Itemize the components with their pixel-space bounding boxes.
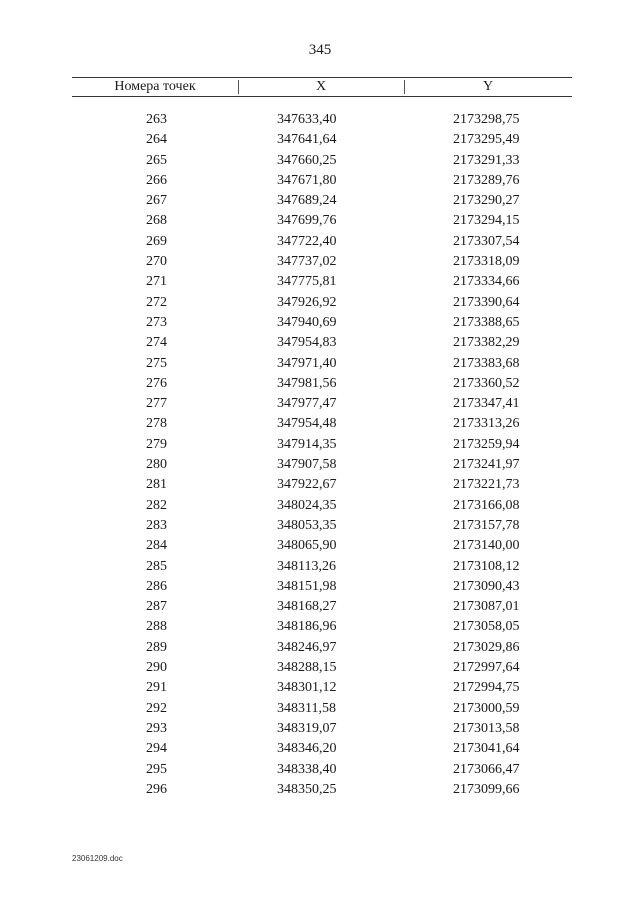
table-row: [0, 557, 640, 577]
table-row: [0, 475, 640, 495]
x-coordinate-cell: 347954,83: [277, 335, 337, 351]
column-header-y: Y: [482, 79, 494, 94]
x-coordinate-cell: 347922,67: [277, 477, 337, 493]
point-number-cell: 292: [146, 700, 167, 716]
footer-filename: 23061209.doc: [72, 854, 123, 863]
table-row: [0, 232, 640, 252]
table-row: [0, 597, 640, 617]
y-coordinate-cell: 2172997,64: [453, 660, 520, 676]
table-row: [0, 252, 640, 272]
y-coordinate-cell: 2173383,68: [453, 355, 520, 371]
table-row: [0, 374, 640, 394]
y-coordinate-cell: 2173347,41: [453, 396, 520, 412]
table-row: [0, 211, 640, 231]
table-row: [0, 699, 640, 719]
x-coordinate-cell: 348311,58: [277, 700, 336, 716]
y-coordinate-cell: 2173360,52: [453, 375, 520, 391]
y-coordinate-cell: 2173066,47: [453, 761, 520, 777]
point-number-cell: 284: [146, 538, 167, 554]
column-header-x: X: [315, 79, 327, 94]
x-coordinate-cell: 348053,35: [277, 517, 337, 533]
point-number-cell: 267: [146, 193, 167, 209]
table-row: [0, 780, 640, 800]
x-coordinate-cell: 348319,07: [277, 720, 337, 736]
y-coordinate-cell: 2173166,08: [453, 497, 520, 513]
y-coordinate-cell: 2173390,64: [453, 294, 520, 310]
column-header-points: Номера точек: [114, 79, 196, 94]
x-coordinate-cell: 347641,64: [277, 132, 337, 148]
point-number-cell: 266: [146, 172, 167, 188]
y-coordinate-cell: 2173058,05: [453, 619, 520, 635]
y-coordinate-cell: 2173295,49: [453, 132, 520, 148]
table-row: [0, 638, 640, 658]
x-coordinate-cell: 347633,40: [277, 112, 337, 127]
y-coordinate-cell: 2173221,73: [453, 477, 520, 493]
x-coordinate-cell: 347954,48: [277, 416, 337, 432]
x-coordinate-cell: 348168,27: [277, 599, 337, 615]
y-coordinate-cell: 2173313,26: [453, 416, 520, 432]
x-coordinate-cell: 348346,20: [277, 741, 337, 757]
x-coordinate-cell: 347926,92: [277, 294, 337, 310]
y-coordinate-cell: 2173099,66: [453, 781, 520, 797]
y-coordinate-cell: 2173382,29: [453, 335, 520, 351]
x-coordinate-cell: 347981,56: [277, 375, 337, 391]
table-row: [0, 496, 640, 516]
table-row: [0, 516, 640, 536]
x-coordinate-cell: 347775,81: [277, 274, 337, 290]
x-coordinate-cell: 348151,98: [277, 578, 337, 594]
y-coordinate-cell: 2173334,66: [453, 274, 520, 290]
table-row: [0, 414, 640, 434]
table-row: [0, 658, 640, 678]
table-row: [0, 151, 640, 171]
table-row: [0, 191, 640, 211]
table-row: [0, 435, 640, 455]
x-coordinate-cell: 347689,24: [277, 193, 337, 209]
x-coordinate-cell: 348186,96: [277, 619, 337, 635]
y-coordinate-cell: 2173041,64: [453, 741, 520, 757]
point-number-cell: 270: [146, 254, 167, 270]
table-row: [0, 293, 640, 313]
x-coordinate-cell: 347737,02: [277, 254, 337, 270]
table-row: [0, 678, 640, 698]
table-row: [0, 110, 640, 130]
x-coordinate-cell: 347671,80: [277, 172, 337, 188]
point-number-cell: 294: [146, 741, 167, 757]
y-coordinate-cell: 2173087,01: [453, 599, 520, 615]
point-number-cell: 277: [146, 396, 167, 412]
point-number-cell: 296: [146, 781, 167, 797]
y-coordinate-cell: 2173259,94: [453, 436, 520, 452]
x-coordinate-cell: 347660,25: [277, 152, 337, 168]
x-coordinate-cell: 348246,97: [277, 639, 337, 655]
x-coordinate-cell: 348301,12: [277, 680, 337, 696]
point-number-cell: 265: [146, 152, 167, 168]
y-coordinate-cell: 2173290,27: [453, 193, 520, 209]
table-row: [0, 130, 640, 150]
y-coordinate-cell: 2173241,97: [453, 457, 520, 473]
point-number-cell: 288: [146, 619, 167, 635]
table-row: [0, 394, 640, 414]
point-number-cell: 263: [146, 112, 167, 127]
point-number-cell: 287: [146, 599, 167, 615]
table-row: [0, 333, 640, 353]
point-number-cell: 276: [146, 375, 167, 391]
point-number-cell: 293: [146, 720, 167, 736]
point-number-cell: 282: [146, 497, 167, 513]
point-number-cell: 289: [146, 639, 167, 655]
y-coordinate-cell: 2173289,76: [453, 172, 520, 188]
point-number-cell: 279: [146, 436, 167, 452]
point-number-cell: 285: [146, 558, 167, 574]
x-coordinate-cell: 347977,47: [277, 396, 337, 412]
x-coordinate-cell: 348065,90: [277, 538, 337, 554]
point-number-cell: 295: [146, 761, 167, 777]
table-row: [0, 354, 640, 374]
point-number-cell: 275: [146, 355, 167, 371]
y-coordinate-cell: 2173294,15: [453, 213, 520, 229]
x-coordinate-cell: 347907,58: [277, 457, 337, 473]
x-coordinate-cell: 347971,40: [277, 355, 337, 371]
point-number-cell: 268: [146, 213, 167, 229]
point-number-cell: 281: [146, 477, 167, 493]
y-coordinate-cell: 2173000,59: [453, 700, 520, 716]
table-row: [0, 272, 640, 292]
y-coordinate-cell: 2173318,09: [453, 254, 520, 270]
point-number-cell: 286: [146, 578, 167, 594]
table-row: [0, 536, 640, 556]
page-number: 345: [308, 42, 332, 58]
point-number-cell: 264: [146, 132, 167, 148]
y-coordinate-cell: 2173291,33: [453, 152, 520, 168]
y-coordinate-cell: 2173140,00: [453, 538, 520, 554]
point-number-cell: 274: [146, 335, 167, 351]
x-coordinate-cell: 347699,76: [277, 213, 337, 229]
y-coordinate-cell: 2173388,65: [453, 314, 520, 330]
y-coordinate-cell: 2173298,75: [453, 112, 520, 127]
point-number-cell: 283: [146, 517, 167, 533]
x-coordinate-cell: 348350,25: [277, 781, 337, 797]
header-rule-bottom: [72, 96, 572, 97]
table-row: [0, 760, 640, 780]
point-number-cell: 280: [146, 457, 167, 473]
y-coordinate-cell: 2173090,43: [453, 578, 520, 594]
table-row: [0, 313, 640, 333]
coordinates-table-body: [0, 110, 640, 800]
x-coordinate-cell: 348113,26: [277, 558, 336, 574]
y-coordinate-cell: 2173307,54: [453, 233, 520, 249]
y-coordinate-cell: 2172994,75: [453, 680, 520, 696]
point-number-cell: 269: [146, 233, 167, 249]
point-number-cell: 290: [146, 660, 167, 676]
x-coordinate-cell: 348024,35: [277, 497, 337, 513]
table-row: [0, 455, 640, 475]
point-number-cell: 271: [146, 274, 167, 290]
x-coordinate-cell: 347914,35: [277, 436, 337, 452]
point-number-cell: 272: [146, 294, 167, 310]
point-number-cell: 291: [146, 680, 167, 696]
table-row: [0, 719, 640, 739]
point-number-cell: 273: [146, 314, 167, 330]
x-coordinate-cell: 347940,69: [277, 314, 337, 330]
table-row: [0, 171, 640, 191]
y-coordinate-cell: 2173108,12: [453, 558, 520, 574]
point-number-cell: 278: [146, 416, 167, 432]
x-coordinate-cell: 348288,15: [277, 660, 337, 676]
table-row: [0, 577, 640, 597]
y-coordinate-cell: 2173157,78: [453, 517, 520, 533]
table-row: [0, 739, 640, 759]
table-row: [0, 617, 640, 637]
y-coordinate-cell: 2173029,86: [453, 639, 520, 655]
x-coordinate-cell: 347722,40: [277, 233, 337, 249]
x-coordinate-cell: 348338,40: [277, 761, 337, 777]
y-coordinate-cell: 2173013,58: [453, 720, 520, 736]
